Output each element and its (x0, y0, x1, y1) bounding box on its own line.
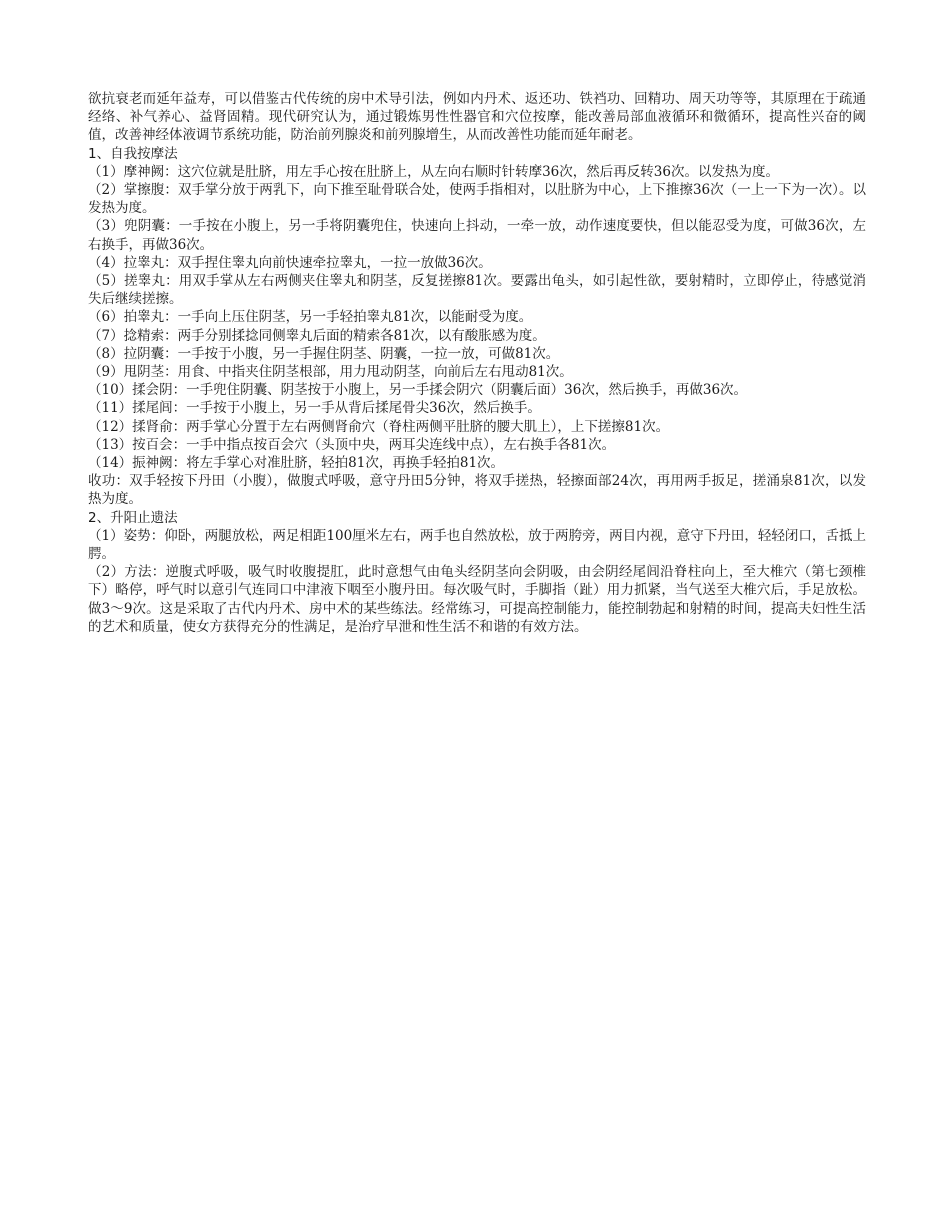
section-heading-yang: 2、升阳止遗法 (88, 509, 178, 526)
yang-step-2: （2）方法：逆腹式呼吸，吸气时收腹提肛，此时意想气由龟头经阴茎向会阴吸，由会阴经尾闾沿脊柱向上，至大椎穴（第七颈椎下）略停，呼气时以意引气连同口中津液下咽至小腹丹田。每次吸气时，手脚指（趾）用力抓紧，当气送至大椎穴后，手足放松。做3～9次。这是采取了古代内丹术、房中术的某些练法。经常练习，可提高控制能力，能控制勃起和射精的时间，提高夫妇性生活的艺术和质量，使女方获得充分的性满足，是治疗早泄和性生活不和谐的有效方法。 (88, 564, 866, 635)
intro-paragraph: 欲抗衰老而延年益寿，可以借鉴古代传统的房中术导引法，例如内丹术、返还功、铁裆功、回精功、周天功等等，其原理在于疏通经络、补气养心、益肾固精。现代研究认为，通过锻炼男性性器官和穴位按摩，能改善局部血液循环和微循环，提高性兴奋的阈值，改善神经体液调节系统功能，防治前列腺炎和前列腺增生，从而改善性功能而延年耐老。 (88, 91, 866, 144)
massage-step-13: （13）按百会：一手中指点按百会穴（头顶中央，两耳尖连线中点），左右换手各81次。 (88, 436, 616, 453)
closing-paragraph: 收功：双手轻按下丹田（小腹），做腹式呼吸，意守丹田5分钟，将双手搓热，轻擦面部24次，再用两手扳足，搓涌泉81次，以发热为度。 (88, 473, 866, 508)
massage-step-1: （1）摩神阙：这穴位就是肚脐，用左手心按在肚脐上，从左向右顺时针转摩36次，然后再反转36次。以发热为度。 (88, 163, 779, 180)
massage-step-10: （10）揉会阴：一手兜住阴囊、阴茎按于小腹上，另一手揉会阴穴（阴囊后面）36次，然后换手，再做36次。 (88, 382, 748, 399)
yang-step-1: （1）姿势：仰卧，两腿放松，两足相距100厘米左右，两手也自然放松，放于两胯旁，两目内视，意守下丹田，轻轻闭口，舌抵上腭。 (88, 527, 866, 563)
massage-step-8: （8）拉阴囊：一手按于小腹，另一手握住阴茎、阴囊，一拉一放，可做81次。 (88, 345, 560, 362)
section-heading-massage: 1、自我按摩法 (88, 145, 178, 162)
massage-step-3: （3）兜阴囊：一手按在小腹上，另一手将阴囊兜住，快速向上抖动，一牵一放，动作速度要快，但以能忍受为度，可做36次，左右换手，再做36次。 (88, 218, 866, 253)
massage-step-9: （9）甩阴茎：用食、中指夹住阴茎根部，用力甩动阴茎，向前后左右甩动81次。 (88, 364, 573, 381)
massage-step-14: （14）振神阙：将左手掌心对准肚脐，轻拍81次，再换手轻拍81次。 (88, 455, 505, 472)
massage-step-5: （5）搓睾丸：用双手掌从左右两侧夹住睾丸和阴茎，反复搓擦81次。要露出龟头，如引起性欲，要射精时，立即停止，待感觉消失后继续搓擦。 (88, 273, 866, 308)
massage-step-6: （6）拍睾丸：一手向上压住阴茎，另一手轻拍睾丸81次，以能耐受为度。 (88, 309, 533, 326)
article-body (88, 90, 866, 636)
massage-step-12: （12）揉肾俞：两手掌心分置于左右两侧肾俞穴（脊柱两侧平肚脐的腰大肌上），上下搓擦81次。 (88, 418, 670, 435)
massage-step-7: （7）捻精索：两手分别揉捻同侧睾丸后面的精索各81次，以有酸胀感为度。 (88, 327, 546, 344)
massage-step-11: （11）揉尾闾：一手按于小腹上，另一手从背后揉尾骨尖36次，然后换手。 (88, 400, 541, 417)
massage-step-2: （2）掌擦腹：双手掌分放于两乳下，向下推至耻骨联合处，使两手指相对，以肚脐为中心，上下推擦36次（一上一下为一次）。以发热为度。 (88, 182, 866, 217)
massage-step-4: （4）拉睾丸：双手捏住睾丸向前快速牵拉睾丸，一拉一放做36次。 (88, 254, 492, 271)
